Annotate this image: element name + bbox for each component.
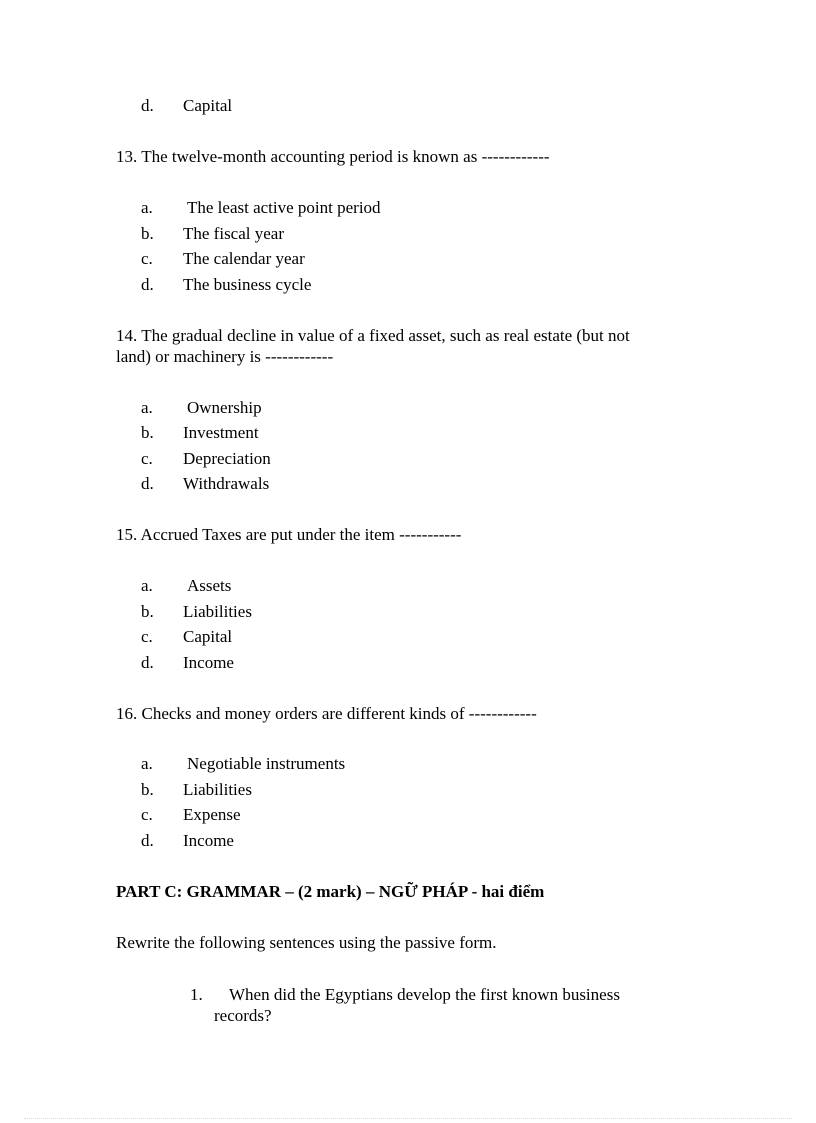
option-letter: c.	[141, 249, 153, 268]
question-14-stem-line1: 14. The gradual decline in value of a fixed asset, such as real estate (but not	[116, 326, 630, 345]
option-letter: b.	[141, 780, 154, 799]
question-16-option-d	[141, 830, 234, 852]
question-13-option-b	[141, 223, 284, 245]
option-letter: c.	[141, 805, 153, 824]
option-text: The calendar year	[183, 249, 305, 268]
option-letter: b.	[141, 423, 154, 442]
option-letter: d.	[141, 474, 154, 493]
question-15-option-d	[141, 652, 234, 674]
question-16-option-a	[141, 753, 345, 775]
option-letter: b.	[141, 602, 154, 621]
option-letter: a.	[141, 576, 153, 595]
page-bottom-border	[24, 1118, 792, 1119]
option-letter: d.	[141, 653, 154, 672]
question-14-option-b	[141, 422, 259, 444]
option-text: Capital	[183, 627, 233, 646]
part-c-heading: PART C: GRAMMAR – (2 mark) – NGỮ PHÁP - hai điểm	[116, 882, 545, 901]
option-letter: c.	[141, 449, 153, 468]
option-text: Investment	[183, 423, 259, 442]
option-text: The fiscal year	[183, 224, 284, 243]
option-d-prev	[141, 95, 232, 117]
grammar-item-1-line2: records?	[214, 1006, 272, 1025]
question-13-option-d	[141, 274, 311, 296]
question-14-option-c	[141, 448, 271, 470]
option-text: Depreciation	[183, 449, 271, 468]
question-14-option-d	[141, 473, 269, 495]
grammar-item-line1: When did the Egyptians develop the first known business	[229, 985, 620, 1004]
option-text: Negotiable instruments	[187, 754, 346, 773]
option-text: Assets	[187, 576, 232, 595]
question-14-option-a	[141, 397, 262, 419]
question-15-option-c	[141, 626, 232, 648]
option-text: Liabilities	[183, 780, 252, 799]
part-c-instruction: Rewrite the following sentences using the passive form.	[116, 933, 497, 952]
option-text: Ownership	[187, 398, 262, 417]
option-text: The business cycle	[183, 275, 312, 294]
option-text: Income	[183, 653, 234, 672]
option-letter: a.	[141, 198, 153, 217]
question-16-option-c	[141, 804, 241, 826]
option-letter: d.	[141, 831, 154, 850]
option-letter: a.	[141, 398, 153, 417]
option-letter: d.	[141, 96, 154, 115]
grammar-item-number: 1.	[190, 985, 203, 1004]
option-letter: b.	[141, 224, 154, 243]
grammar-item-1	[190, 984, 620, 1006]
option-text: Income	[183, 831, 234, 850]
question-15-option-a	[141, 575, 231, 597]
option-text: Withdrawals	[183, 474, 270, 493]
option-text: Expense	[183, 805, 241, 824]
question-13-stem: 13. The twelve-month accounting period is known as ------------	[116, 147, 550, 166]
question-13-option-c	[141, 248, 305, 270]
question-15-stem: 15. Accrued Taxes are put under the item -----------	[116, 525, 462, 544]
option-text: Capital	[183, 96, 233, 115]
option-text: Liabilities	[183, 602, 252, 621]
option-letter: a.	[141, 754, 153, 773]
question-16-option-b	[141, 779, 252, 801]
option-letter: d.	[141, 275, 154, 294]
option-text: The least active point period	[187, 198, 381, 217]
question-14-stem-line2: land) or machinery is ------------	[116, 347, 334, 366]
question-15-option-b	[141, 601, 252, 623]
question-16-stem: 16. Checks and money orders are different kinds of ------------	[116, 704, 537, 723]
question-13-option-a	[141, 197, 381, 219]
option-letter: c.	[141, 627, 153, 646]
